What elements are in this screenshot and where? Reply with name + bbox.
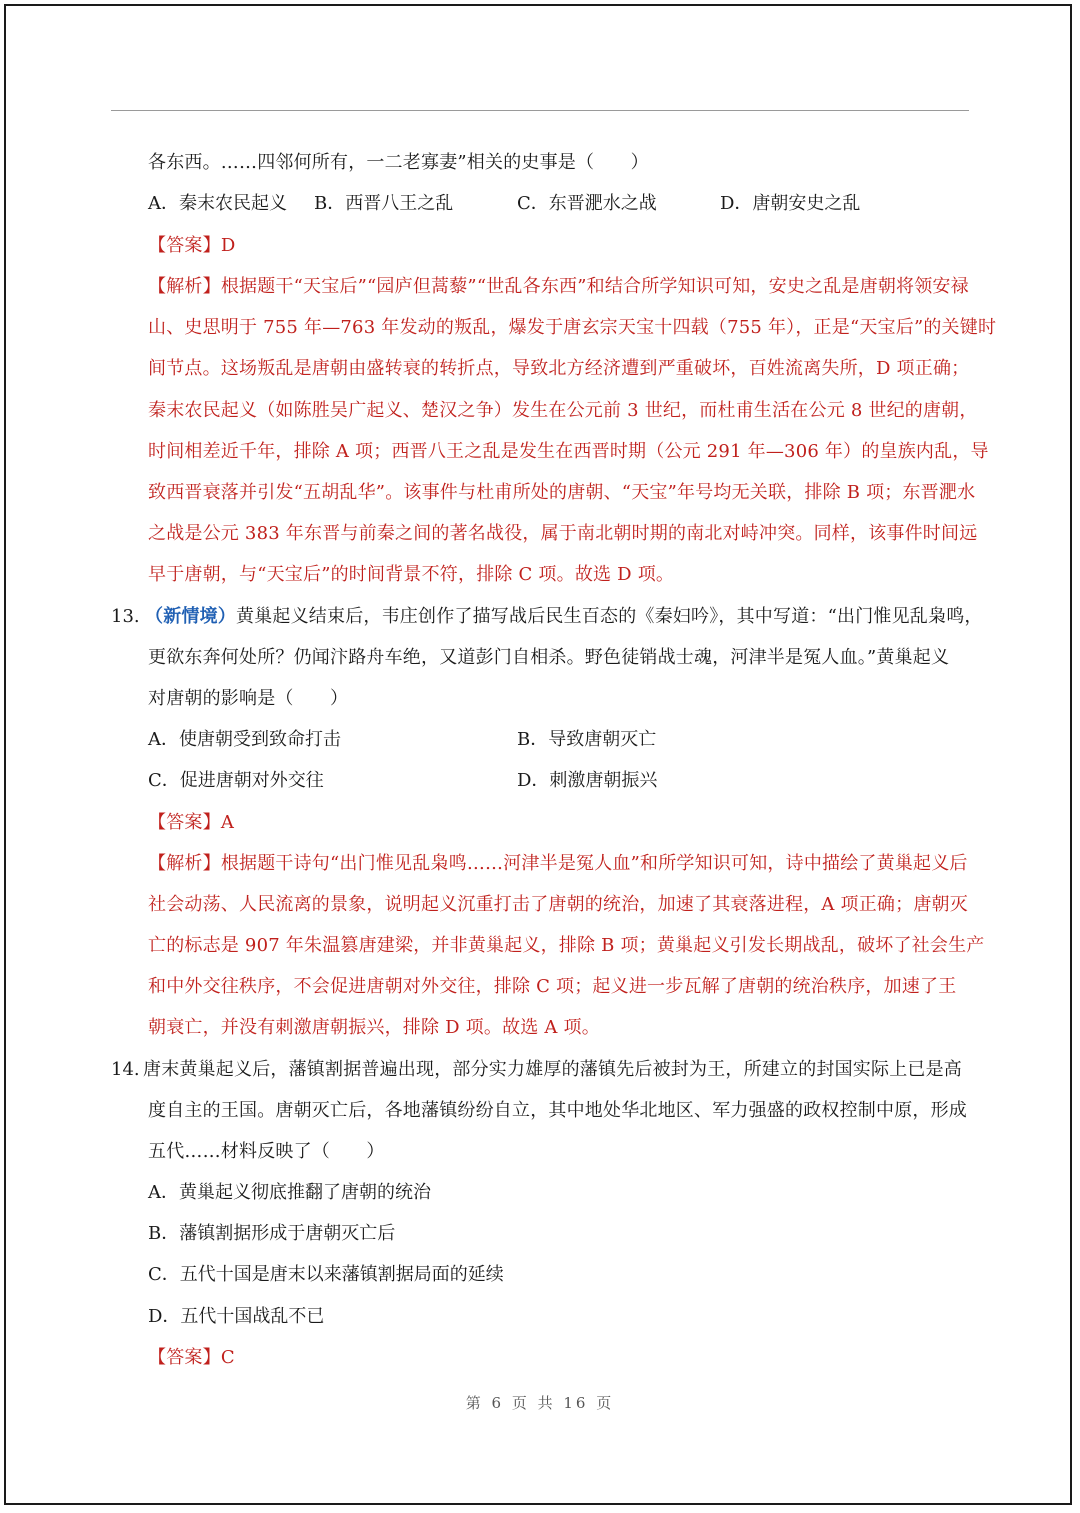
q13-analysis-line: 和中外交往秩序，不会促进唐朝对外交往，排除 C 项；起义进一步瓦解了唐朝的统治秩序，加速了王 xyxy=(148,976,957,997)
q13-number: 13. xyxy=(111,606,140,627)
q14-answer xyxy=(148,1345,235,1371)
q12-analysis-line: 致西晋衰落并引发“五胡乱华”。该事件与杜甫所处的唐朝、“天宝”年号均无关联，排除 B 项；东晋淝水 xyxy=(148,482,976,503)
q13-tag: （新情境） xyxy=(145,606,236,627)
q14-option-b: B．藩镇割据形成于唐朝灭亡后 xyxy=(148,1223,396,1244)
q14-option-d: D．五代十国战乱不已 xyxy=(148,1306,325,1327)
q12-analysis-line: 时间相差近千年，排除 A 项；西晋八王之乱是发生在西晋时期（公元 291 年—306 年）的皇族内乱，导 xyxy=(148,441,989,462)
q12-option-d: D．唐朝安史之乱 xyxy=(720,193,861,214)
q13-stem-line: 对唐朝的影响是（ ） xyxy=(148,688,349,709)
q14-stem-line: 唐末黄巢起义后，藩镇割据普遍出现，部分实力雄厚的藩镇先后被封为王，所建立的封国实际上已是高 xyxy=(143,1059,962,1080)
analysis-label: 【解析】 xyxy=(148,853,221,874)
q12-analysis-line: 早于唐朝，与“天宝后”的时间背景不符，排除 C 项。故选 D 项。 xyxy=(148,564,675,585)
q12-answer xyxy=(148,233,235,259)
q13-option-c: C．促进唐朝对外交往 xyxy=(148,770,324,791)
q13-stem-line xyxy=(145,604,983,630)
q13-answer xyxy=(148,810,234,836)
q13-analysis-line: 朝衰亡，并没有刺激唐朝振兴，排除 D 项。故选 A 项。 xyxy=(148,1017,600,1038)
page-footer: 第 6 页 共 16 页 xyxy=(465,1394,615,1412)
q12-analysis-line xyxy=(148,274,969,300)
answer-value: C xyxy=(220,1347,235,1368)
answer-label: 【答案】 xyxy=(148,235,221,256)
q14-stem-line: 五代……材料反映了（ ） xyxy=(148,1141,385,1162)
answer-label: 【答案】 xyxy=(148,1347,221,1368)
q13-analysis-line: 社会动荡、人民流离的景象，说明起义沉重打击了唐朝的统治，加速了其衰落进程，A 项正确；唐朝灭 xyxy=(148,894,968,915)
q12-option-a: A．秦末农民起义 xyxy=(148,193,287,214)
q12-stem-tail: 各东西。……四邻何所有，一二老寡妻”相关的史事是（ ） xyxy=(148,152,649,173)
analysis-text: 根据题干诗句“出门惟见乱枭鸣……河津半是冤人血”和所学知识可知，诗中描绘了黄巢起义后 xyxy=(220,853,968,874)
q13-option-d: D．刺激唐朝振兴 xyxy=(517,770,658,791)
q12-analysis-line: 山、史思明于 755 年—763 年发动的叛乱，爆发于唐玄宗天宝十四载（755 年），正是“天宝后”的关键时 xyxy=(148,317,997,338)
q14-number: 14. xyxy=(111,1059,140,1080)
q12-option-c: C．东晋淝水之战 xyxy=(517,193,657,214)
q12-analysis-line: 秦末农民起义（如陈胜吴广起义、楚汉之争）发生在公元前 3 世纪，而杜甫生活在公元 8 世纪的唐朝， xyxy=(148,400,978,421)
q12-option-b: B．西晋八王之乱 xyxy=(314,193,454,214)
answer-value: A xyxy=(220,812,235,833)
header-rule xyxy=(111,110,969,111)
q13-stem-text: 黄巢起义结束后，韦庄创作了描写战后民生百态的《秦妇吟》，其中写道：“出门惟见乱枭鸣， xyxy=(236,606,983,627)
q14-option-c: C．五代十国是唐末以来藩镇割据局面的延续 xyxy=(148,1264,504,1285)
q13-analysis-line xyxy=(148,851,968,877)
analysis-text: 根据题干“天宝后”“园庐但蒿藜”“世乱各东西”和结合所学知识可知，安史之乱是唐朝将领安禄 xyxy=(220,276,969,297)
answer-value: D xyxy=(220,235,236,256)
q13-option-a: A．使唐朝受到致命打击 xyxy=(148,729,341,750)
q13-analysis-line: 亡的标志是 907 年朱温篡唐建梁，并非黄巢起义，排除 B 项；黄巢起义引发长期战乱，破坏了社会生产 xyxy=(148,935,985,956)
q13-stem-line: 更欲东奔何处所？仍闻汴路舟车绝，又道彭门自相杀。野色徒销战士魂，河津半是冤人血。”黄巢起义 xyxy=(148,647,950,668)
q14-option-a: A．黄巢起义彻底推翻了唐朝的统治 xyxy=(148,1182,431,1203)
q14-stem-line: 度自主的王国。唐朝灭亡后，各地藩镇纷纷自立，其中地处华北地区、军力强盛的政权控制中原，形成 xyxy=(148,1100,967,1121)
q12-analysis-line: 之战是公元 383 年东晋与前秦之间的著名战役，属于南北朝时期的南北对峙冲突。同样，该事件时间远 xyxy=(148,523,978,544)
answer-label: 【答案】 xyxy=(148,812,221,833)
q12-analysis-line: 间节点。这场叛乱是唐朝由盛转衰的转折点，导致北方经济遭到严重破坏，百姓流离失所，D 项正确； xyxy=(148,358,970,379)
q13-option-b: B．导致唐朝灭亡 xyxy=(517,729,657,750)
analysis-label: 【解析】 xyxy=(148,276,221,297)
